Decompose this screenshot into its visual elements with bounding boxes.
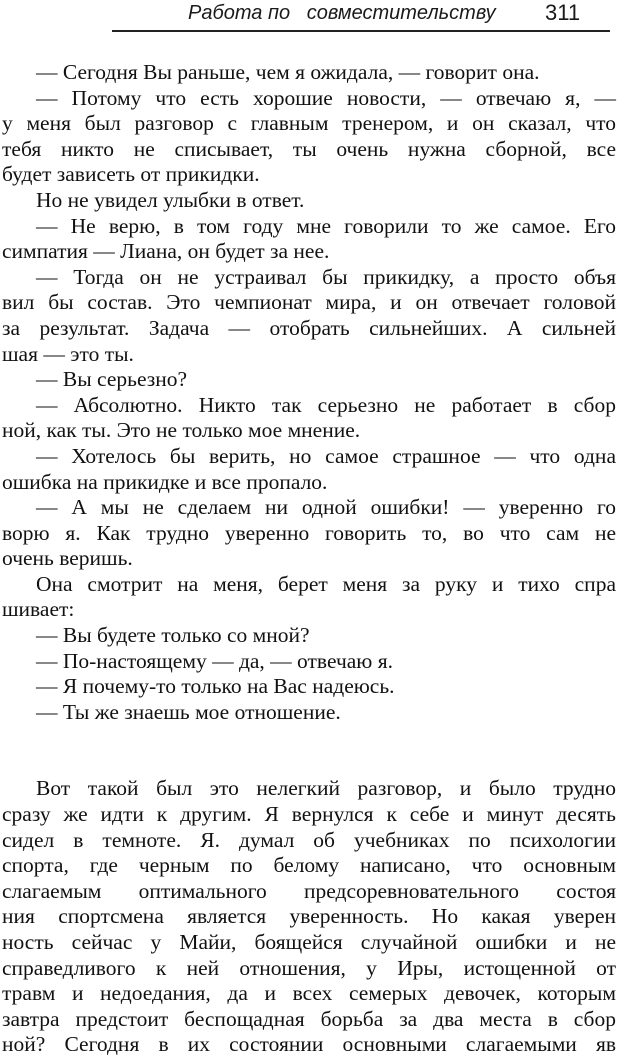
text-line: — По-настоящему — да, — отвечаю я.: [36, 648, 394, 673]
text-line: — Абсолютно. Никто так серьезно не работает в сбор: [36, 392, 616, 417]
text-line: — Не верю, в том году мне говорили то же самое. Его: [36, 213, 616, 238]
page-number: 311: [545, 0, 581, 25]
body-text: [2, 60, 616, 1058]
text-line: сидел в темноте. Я. думал об учебниках по психологии: [2, 827, 616, 852]
text-line: — Потому что есть хорошие новости, — отвечаю я, —: [36, 85, 616, 110]
text-line: ной? Сегодня в их состоянии основными слагаемыми яв: [2, 1032, 616, 1057]
text-line: ной, как ты. Это не только мое мнение.: [2, 418, 361, 443]
text-line: слагаемым оптимального предсоревновательного состоя: [2, 878, 616, 903]
header-rule: [112, 30, 610, 32]
text-line: у меня был разговор с главным тренером, и он сказал, что: [2, 111, 616, 136]
section-gap: [2, 725, 616, 776]
running-title: Работа по совместительству: [188, 2, 496, 24]
text-line: — Сегодня Вы раньше, чем я ожидала, — говорит она.: [36, 60, 540, 84]
text-line: — А мы не сделаем ни одной ошибки! — уверенно го: [36, 495, 616, 520]
text-line: — Вы серьезно?: [36, 367, 188, 392]
page-header: [0, 0, 620, 34]
text-line: вил бы состав. Это чемпионат мира, и он отвечает головой: [2, 290, 616, 315]
text-line: шая — это ты.: [2, 341, 134, 366]
text-line: за результат. Задача — отобрать сильнейших. А сильней: [2, 315, 616, 340]
text-line: — Я почему-то только на Вас надеюсь.: [36, 674, 395, 699]
text-line: тебя никто не списывает, ты очень нужна сборной, все: [2, 136, 616, 161]
text-line: справедливого к ней отношения, у Иры, истощенной от: [2, 955, 616, 980]
text-line: — Тогда он не устраивал бы прикидку, а просто объя: [36, 264, 616, 289]
text-line: симпатия — Лиана, он будет за нее.: [2, 239, 330, 264]
text-line: — Вы будете только со мной?: [36, 623, 310, 648]
text-line: — Ты же знаешь мое отношение.: [36, 699, 341, 724]
text-line: Она смотрит на меня, берет меня за руку и тихо спра: [36, 571, 616, 596]
text-line: очень веришь.: [2, 546, 133, 571]
text-line: завтра предстоит беспощадная борьба за два места в сбор: [2, 1006, 616, 1031]
text-line: ошибка на прикидке и все пропало.: [2, 469, 328, 494]
text-line: будет зависеть от прикидки.: [2, 162, 260, 187]
text-line: спорта, где черным по белому написано, что основным: [2, 853, 616, 878]
text-line: ность сейчас у Майи, боящейся случайной ошибки и не: [2, 930, 616, 954]
text-line: ния спортсмена является уверенность. Но какая уверен: [2, 904, 616, 929]
text-line: сразу же идти к другим. Я вернулся к себе и минут десять: [2, 802, 616, 827]
text-line: — Хотелось бы верить, но самое страшное — что одна: [36, 443, 616, 468]
text-line: Вот такой был это нелегкий разговор, и было трудно: [36, 776, 616, 801]
text-line: Но не увидел улыбки в ответ.: [36, 187, 305, 212]
text-line: травм и недоедания, да и всех семерых девочек, которым: [2, 981, 616, 1006]
text-line: ворю я. Как трудно уверенно говорить то, во что сам не: [2, 520, 616, 545]
text-line: шивает:: [2, 597, 75, 622]
